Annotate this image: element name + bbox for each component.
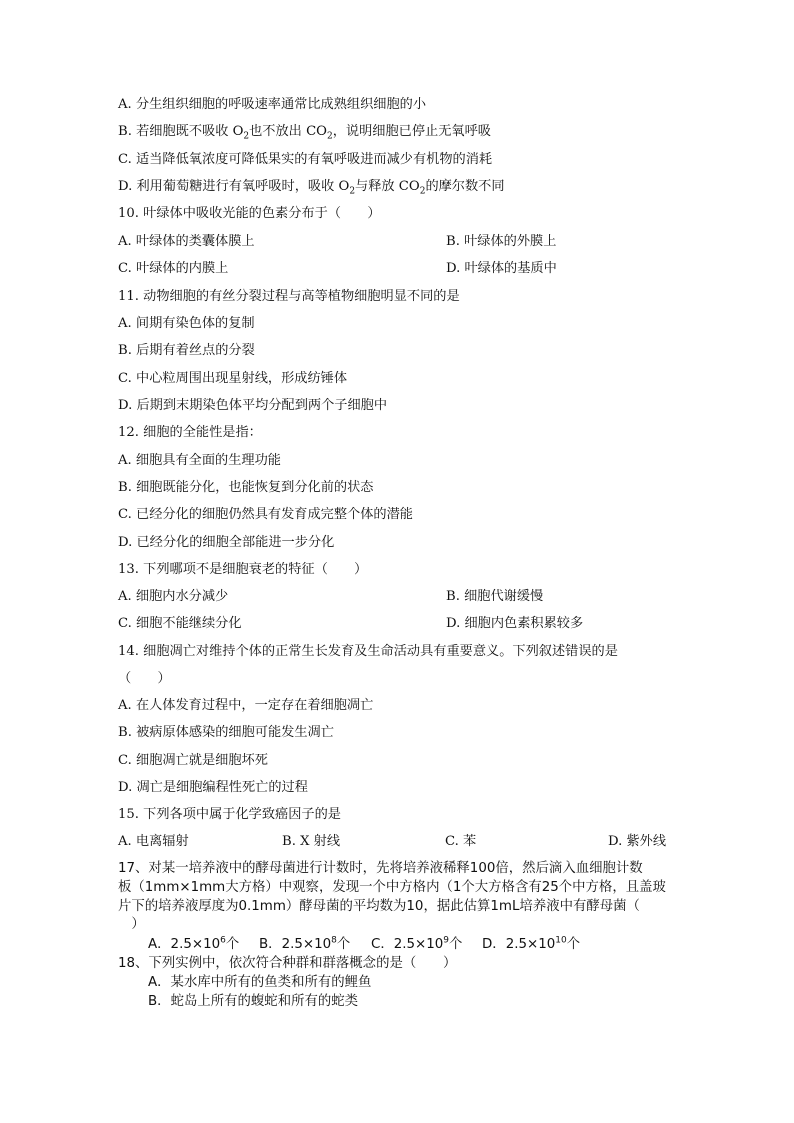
q13-option-b: B. 细胞代谢缓慢 xyxy=(446,589,544,604)
q17-option-d xyxy=(482,936,580,954)
subscript: 2 xyxy=(243,131,250,142)
q13-option-c: C. 细胞不能继续分化 xyxy=(118,616,242,631)
q10-option-b: B. 叶绿体的外膜上 xyxy=(446,234,557,249)
q9-option-b-part: ，说明细胞已停止无氧呼吸 xyxy=(332,124,491,139)
q17-option-c-part: 个 xyxy=(449,937,463,952)
q13-option-d: D. 细胞内色素积累较多 xyxy=(446,616,584,631)
q9-option-b xyxy=(118,123,491,141)
q12-option-d: D. 已经分化的细胞全部能进一步分化 xyxy=(118,535,335,550)
q10-option-d: D. 叶绿体的基质中 xyxy=(446,261,557,276)
q12-option-a: A. 细胞具有全面的生理功能 xyxy=(118,453,281,468)
q17-stem-line4: ） xyxy=(118,917,145,932)
q9-option-d-part: 与释放 CO xyxy=(355,179,420,194)
q17-option-c-part: C．2.5×10 xyxy=(371,937,444,952)
q17-option-b xyxy=(259,936,350,954)
q18-option-b: B．蛇岛上所有的蝮蛇和所有的蛇类 xyxy=(148,994,359,1009)
q17-stem-line2: 板（1mm×1mm大方格）中观察，发现一个中方格内（1个大方格含有25个中方格，且盖玻 xyxy=(118,880,666,895)
q14-option-d: D. 凋亡是细胞编程性死亡的过程 xyxy=(118,780,308,795)
q15-option-c: C. 苯 xyxy=(445,834,477,849)
q15-option-d: D. 紫外线 xyxy=(608,834,667,849)
q11-option-b: B. 后期有着丝点的分裂 xyxy=(118,343,255,358)
superscript: 6 xyxy=(220,935,226,946)
q10-option-c: C. 叶绿体的内膜上 xyxy=(118,261,229,276)
q17-option-d-part: 个 xyxy=(566,937,581,952)
q11-stem: 11. 动物细胞的有丝分裂过程与高等植物细胞明显不同的是 xyxy=(118,289,460,304)
q9-option-d xyxy=(118,178,505,196)
q15-stem: 15. 下列各项中属于化学致癌因子的是 xyxy=(118,807,341,822)
q9-option-d-part: D. 利用葡萄糖进行有氧呼吸时，吸收 O xyxy=(118,179,350,194)
q10-stem: 10. 叶绿体中吸收光能的色素分布于（ ） xyxy=(118,206,381,221)
q12-option-b: B. 细胞既能分化，也能恢复到分化前的状态 xyxy=(118,480,374,495)
q11-option-d: D. 后期到末期染色体平均分配到两个子细胞中 xyxy=(118,398,388,413)
q15-option-a: A. 电离辐射 xyxy=(118,834,189,849)
q17-option-d-part: D．2.5×10 xyxy=(482,937,556,952)
q18-option-a: A．某水库中所有的鱼类和所有的鲤鱼 xyxy=(148,975,372,990)
q17-option-a-part: A．2.5×10 xyxy=(148,937,221,952)
q17-option-a-part: 个 xyxy=(225,937,240,952)
superscript: 9 xyxy=(443,935,450,946)
q10-option-a: A. 叶绿体的类囊体膜上 xyxy=(118,234,255,249)
superscript: 8 xyxy=(331,935,337,946)
q9-option-d-part: 的摩尔数不同 xyxy=(425,179,505,194)
q12-stem: 12. 细胞的全能性是指： xyxy=(118,425,262,440)
q9-option-b-part: 也不放出 CO xyxy=(249,124,327,139)
q9-option-c: C. 适当降低氧浓度可降低果实的有氧呼吸进而减少有机物的消耗 xyxy=(118,152,493,167)
subscript: 2 xyxy=(419,186,426,197)
q17-option-b-part: 个 xyxy=(336,937,351,952)
superscript: 10 xyxy=(555,935,567,946)
q17-option-b-part: B．2.5×10 xyxy=(259,937,332,952)
q17-option-a xyxy=(148,936,239,954)
q14-option-a: A. 在人体发育过程中，一定存在着细胞凋亡 xyxy=(118,698,374,713)
subscript: 2 xyxy=(326,131,333,142)
q14-option-c: C. 细胞凋亡就是细胞坏死 xyxy=(118,753,268,768)
subscript: 2 xyxy=(349,186,356,197)
q11-option-c: C. 中心粒周围出现星射线，形成纺锤体 xyxy=(118,371,348,386)
q13-stem: 13. 下列哪项不是细胞衰老的特征（ ） xyxy=(118,562,368,577)
q14-option-b: B. 被病原体感染的细胞可能发生凋亡 xyxy=(118,725,334,740)
q18-stem: 18、下列实例中，依次符合种群和群落概念的是（ ） xyxy=(118,956,457,971)
q14-stem-line1: 14. 细胞凋亡对维持个体的正常生长发育及生命活动具有重要意义。下列叙述错误的是 xyxy=(118,644,618,659)
q14-stem-line2: （ ） xyxy=(118,671,171,686)
q9-option-b-part: B. 若细胞既不吸收 O xyxy=(118,124,244,139)
q17-option-c xyxy=(371,936,462,954)
q17-stem-line3: 片下的培养液厚度为0.1mm）酵母菌的平均数为10，据此估算1mL培养液中有酵母菌（ xyxy=(118,899,640,914)
q13-option-a: A. 细胞内水分减少 xyxy=(118,589,229,604)
q9-option-a: A. 分生组织细胞的呼吸速率通常比成熟组织细胞的小 xyxy=(118,97,427,112)
q11-option-a: A. 间期有染色体的复制 xyxy=(118,316,255,331)
q15-option-b: B. X 射线 xyxy=(282,834,341,849)
q12-option-c: C. 已经分化的细胞仍然具有发育成完整个体的潜能 xyxy=(118,507,413,522)
q17-stem-line1: 17、对某一培养液中的酵母菌进行计数时，先将培养液稀释100倍，然后滴入血细胞计数 xyxy=(118,861,643,876)
